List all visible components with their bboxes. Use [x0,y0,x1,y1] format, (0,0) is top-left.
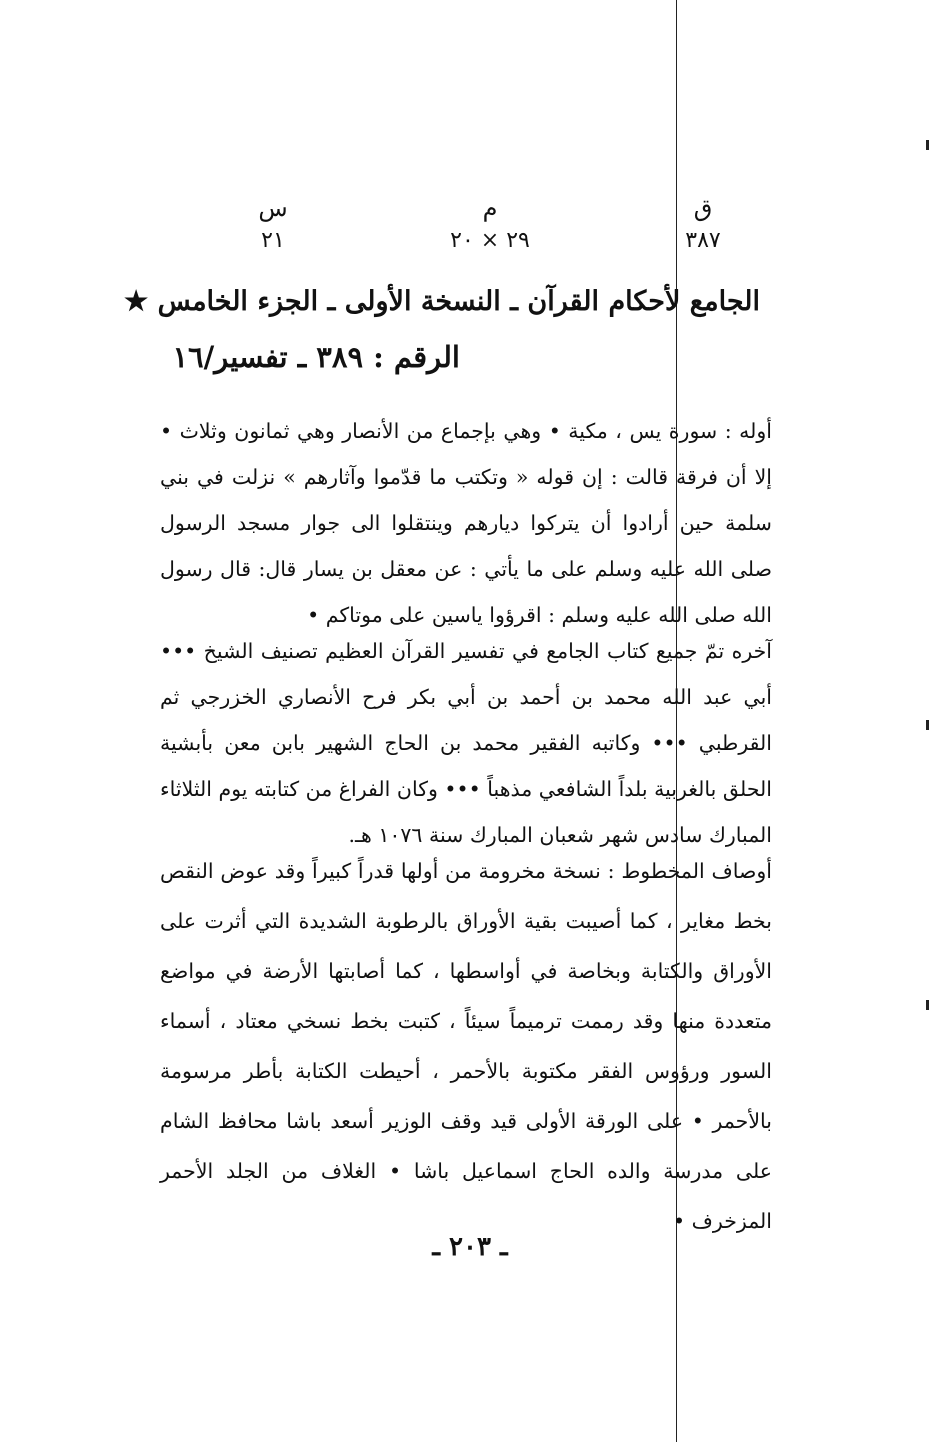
header-m-label: م [482,194,498,222]
paragraph-colophon: آخره تمّ جميع كتاب الجامع في تفسير القرآن العظيم تصنيف الشيخ ••• أبي عبد الله محمد بن أحمد بن أبي بكر فرح الأنصاري الخزرجي ثم القرطبي ••• وكاتبه الفقير محمد بن الحاج الشهير بابن معن بأبشية الحلق بالغربية بلداً الشافعي مذهباً ••• وكان الفراغ من كتابته يوم الثلاثاء المبارك سادس شهر شعبان المبارك سنة ١٠٧٦ هـ. [160,639,772,847]
edge-mark [926,720,929,730]
page-number: ـ ٢٠٣ ـ [432,1232,508,1262]
header-s-value: ٢١ [261,228,285,253]
header-s-label: س [258,194,288,222]
paragraph-incipit: أوله : سورة يس ، مكية • وهي بإجماع من الأنصار وهي ثمانون وثلاث • إلا أن فرقة قالت : إن قوله « وتكتب ما قدّموا وآثارهم » نزلت في بني سلمة حين أرادوا أن يتركوا ديارهم وينتقلوا الى جوار مسجد الرسول صلى الله عليه وسلم على ما يأتي : عن معقل بن يسار قال: قال رسول الله صلى الله عليه وسلم : اقرؤوا ياسين على موتاكم • [160,419,772,627]
header-q-label: ق [693,194,713,222]
manuscript-title: الجامع لأحكام القرآن ـ النسخة الأولى ـ الجزء الخامس ★ [124,286,760,317]
paragraph-description: أوصاف المخطوط : نسخة مخرومة من أولها قدراً كبيراً وقد عوض النقص بخط مغاير ، كما أصيبت بقية الأوراق بالرطوبة الشديدة التي أثرت على الأوراق والكتابة وبخاصة في أواسطها ، كما أصابتها الأرضة في مواضع متعددة منها وقد رممت ترميماً سيئاً ، كتبت بخط نسخي معتاد ، أسماء السور ورؤوس الفقر مكتوبة بالأحمر ، أحيطت الكتابة بأطر مرسومة بالأحمر • على الورقة الأولى قيد وقف الوزير أسعد باشا محافظ الشام على مدرسة والده الحاج اسماعيل باشا • الغلاف من الجلد الأحمر المزخرف • [160,859,772,1233]
header-s [238,196,308,252]
header-q [668,196,738,252]
edge-mark [926,140,929,150]
header-m-value: ٢٩ × ٢٠ [450,228,530,253]
manuscript-catalog-number: الرقم : ٣٨٩ ـ تفسير/١٦ [172,340,460,374]
edge-mark [926,1000,929,1010]
header-m [420,196,560,252]
header-q-value: ٣٨٧ [685,228,721,253]
